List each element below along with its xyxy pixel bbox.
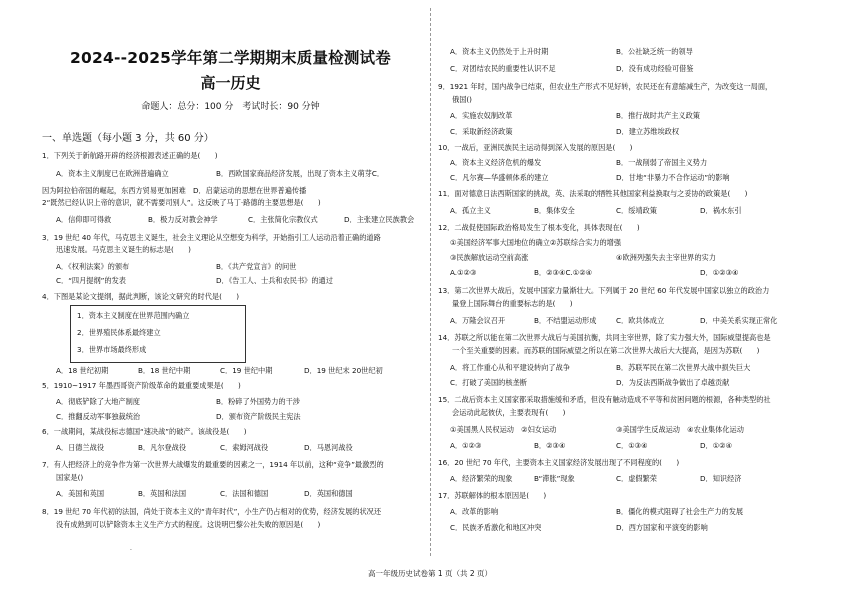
question-6-option-b: B．凡尔登战役 xyxy=(138,443,187,452)
question-16-option-c: C．虚假繁荣 xyxy=(616,474,657,483)
question-4-option-c: C．19 世纪中期 xyxy=(220,366,273,375)
question-6-option-a: A．日德兰战役 xyxy=(56,443,105,452)
question-12-option-bc: B．②③④C.①②④ xyxy=(534,268,593,277)
question-3: 3．19 世纪 40 年代，马克思主义诞生，社会主义理论从空想变为科学，开始指引工人运动沿着正确的道路 xyxy=(42,233,381,242)
question-7-option-c: C．法国和德国 xyxy=(220,489,269,498)
question-4: 4．下图是某论文提纲，据此判断，该论文研究的时代是( ) xyxy=(42,292,240,301)
question-8-option-a: A．资本主义仍然处于上升时期 xyxy=(450,47,549,56)
question-9-option-a: A．实施农奴制改革 xyxy=(450,111,513,120)
stray-mark: . xyxy=(130,545,132,552)
question-16-option-b: B“滞胀”现象 xyxy=(534,474,575,483)
question-13-option-d: D．中美关系实现正常化 xyxy=(700,316,778,325)
question-15-cont: 会运动此起彼伏，主要表现有( ) xyxy=(452,408,566,417)
question-14: 14．苏联之所以能在第二次世界大战后与美国抗衡，共同主宰世界，除了实力强大外，国际威望提高也是 xyxy=(438,333,771,342)
question-1-option-cd: 因为阿拉伯帝国的崛起，东西方贸易更加困难 D．启蒙运动的思想在世界普遍传播 xyxy=(42,186,307,195)
question-15: 15．二战后资本主义国家都采取措施缓和矛盾，但没有触动造成不平等和贫困问题的根源，各种类型的社 xyxy=(438,395,771,404)
question-10-option-d: D．甘地“非暴力不合作运动”的影响 xyxy=(616,173,730,182)
question-10-option-b: B．一战削弱了帝国主义势力 xyxy=(616,158,708,167)
question-10: 10．一战后，亚洲民族民主运动得到深入发展的原因是( ) xyxy=(438,143,633,152)
question-17-option-c: C．民族矛盾激化和地区冲突 xyxy=(450,523,542,532)
question-1: 1．下列关于新航路开辟的经济根源表述正确的是( ) xyxy=(42,151,218,160)
question-13-option-b: B．不结盟运动形成 xyxy=(534,316,597,325)
question-3-cont: 迅速发展。马克思主义诞生的标志是( ) xyxy=(56,245,191,254)
question-14-option-a: A．将工作重心从和平建设转向了战争 xyxy=(450,363,570,372)
question-6: 6．一战期间，某战役标志德国“速决战”的破产。该战役是( ) xyxy=(42,427,247,436)
question-2-option-b: B．极力反对教会神学 xyxy=(148,215,218,224)
exam-subject: 高一历史 xyxy=(200,74,261,92)
question-13-option-c: C．欧共体成立 xyxy=(616,316,665,325)
question-7-option-a: A．美国和英国 xyxy=(56,489,105,498)
question-11-option-b: B．集体安全 xyxy=(534,206,575,215)
question-9: 9．1921 年时，国内战争已结束，但农业生产形式不见好转，农民还在有意缩减生产，为改变这一局面， xyxy=(438,82,773,91)
question-12-statement-1: ①美国经济军事大国地位的确立②苏联综合实力的增强 xyxy=(450,238,622,247)
section-title: 一、单选题（每小题 3 分，共 60 分） xyxy=(42,133,214,144)
question-4-option-a: A．18 世纪初期 xyxy=(56,366,109,375)
question-1-option-a: A．资本主义制度已在欧洲普遍确立 xyxy=(56,169,169,178)
question-14-option-c: C．打破了美国的核垄断 xyxy=(450,378,527,387)
question-16-option-a: A．经济繁荣的现象 xyxy=(450,474,513,483)
question-10-option-a: A．资本主义经济危机的爆发 xyxy=(450,158,542,167)
question-8-cont: 没有成熟到可以铲除资本主义生产方式的程度。这说明巴黎公社失败的原因是( ) xyxy=(56,520,321,529)
question-11-option-d: D．祸水东引 xyxy=(700,206,742,215)
question-6-option-c: C．索姆河战役 xyxy=(220,443,269,452)
question-8-option-b: B．公社缺乏统一的领导 xyxy=(616,47,693,56)
outline-box xyxy=(70,305,246,363)
page-footer: 高一年级历史试卷第 1 页（共 2 页） xyxy=(367,569,493,578)
question-15-statement-3-4: ③美国学生反战运动 ④农业集体化运动 xyxy=(616,425,744,434)
question-12-statement-3: ③民族解放运动空前高涨 xyxy=(450,253,529,262)
question-15-option-c: C．①③④ xyxy=(616,441,648,450)
question-17-option-d: D．西方国家和平演变的影响 xyxy=(616,523,708,532)
question-14-cont: 一个至关重要的因素。而苏联的国际威望之所以在第二次世界大战后大大提高，是因为苏联( ) xyxy=(452,346,760,355)
question-5-option-a: A．彻底铲除了大地产制度 xyxy=(56,397,140,406)
exam-title: 2024--2025学年第二学期期末质量检测试卷 xyxy=(70,49,391,67)
question-17: 17．苏联解体的根本原因是( ) xyxy=(438,491,547,500)
question-2: 2“既然已经认识上帝的意识，就不需要司别人”。这反映了马丁·路德的主要思想是( ) xyxy=(42,198,321,207)
question-17-option-a: A．改革的影响 xyxy=(450,507,499,516)
question-5-option-c: C．推翻反动军事独裁统治 xyxy=(56,412,141,421)
column-divider xyxy=(430,8,431,556)
question-12-option-a: A.①②③ xyxy=(450,268,477,277)
question-9-option-d: D．建立苏维埃政权 xyxy=(616,127,680,136)
question-15-option-d: D．①②④ xyxy=(700,441,733,450)
question-4-option-d: D．19 世纪末 20世纪初 xyxy=(304,366,383,375)
question-15-option-b: B．②③④ xyxy=(534,441,566,450)
question-2-option-d: D．主张建立民族教会 xyxy=(344,215,415,224)
question-9-option-c: C．采取新经济政策 xyxy=(450,127,513,136)
question-7-cont: 国家是() xyxy=(56,473,84,482)
question-9-cont: 俄国() xyxy=(452,95,472,104)
question-11-option-c: C．绥靖政策 xyxy=(616,206,657,215)
question-5: 5．1910~1917 年墨西哥资产阶级革命的最重要成果是( ) xyxy=(42,381,241,390)
question-6-option-d: D．马恩河战役 xyxy=(304,443,353,452)
outline-item-2: 2．世界殖民体系最终建立 xyxy=(77,328,161,337)
question-11-option-a: A．孤立主义 xyxy=(450,206,491,215)
question-2-option-a: A．信仰即可得救 xyxy=(56,215,112,224)
exam-info: 命题人：总分：100 分 考试时长：90 分钟 xyxy=(141,102,320,112)
question-3-option-d: D．《告工人、士兵和农民书》的通过 xyxy=(216,276,333,285)
question-15-statement-1-2: ①美国黑人民权运动 ②妇女运动 xyxy=(450,425,557,434)
question-15-option-a: A．①②③ xyxy=(450,441,482,450)
question-7-option-b: B．英国和法国 xyxy=(138,489,187,498)
question-7-option-d: D．英国和德国 xyxy=(304,489,353,498)
question-2-option-c: C．主张简化宗教仪式 xyxy=(248,215,318,224)
question-9-option-b: B．推行战时共产主义政策 xyxy=(616,111,700,120)
question-8: 8．19 世纪 70 年代初的法国，尚处于资本主义的“青年时代”，小生产仍占相对的优势，经济发展的状况还 xyxy=(42,507,382,516)
question-14-option-b: B．苏联军民在第二次世界大战中损失巨大 xyxy=(616,363,751,372)
question-3-option-b: B．《共产党宣言》的问世 xyxy=(216,262,297,271)
question-12-statement-4: ④欧洲列强失去主宰世界的实力 xyxy=(616,253,716,262)
question-13-cont: 量登上国际舞台的重要标志的是( ) xyxy=(452,299,573,308)
question-16-option-d: D．知识经济 xyxy=(700,474,742,483)
question-13: 13．第二次世界大战后，发展中国家力量渐壮大。下列属于 20 世纪 60 年代发展中国家以独立的政治力 xyxy=(438,286,770,295)
question-10-option-c: C．凡尔赛—华盛顿体系的建立 xyxy=(450,173,549,182)
outline-item-3: 3．世界市场最终形成 xyxy=(77,345,147,354)
question-5-option-b: B．粉碎了外国势力的干涉 xyxy=(216,397,300,406)
outline-item-1: 1．资本主义制度在世界范围内确立 xyxy=(77,311,190,320)
question-16: 16．20 世纪 70 年代，主要资本主义国家经济发展出现了不同程度的( ) xyxy=(438,458,680,467)
question-7: 7．有人把经济上的竞争作为第一次世界大战爆发的最重要的因素之一，1914 年以前，这种“竞争”最激烈的 xyxy=(42,460,384,469)
question-5-option-d: D．颁布资产阶级民主宪法 xyxy=(216,412,301,421)
question-4-option-b: B．18 世纪中期 xyxy=(138,366,191,375)
question-17-option-b: B．僵化的模式阻碍了社会生产力的发展 xyxy=(616,507,744,516)
question-1-option-b: B．西欧国家商品经济发展，出现了资本主义萌芽C． xyxy=(216,169,385,178)
question-13-option-a: A．万隆会议召开 xyxy=(450,316,506,325)
question-11: 11．面对德意日法西斯国家的挑战，英、法采取的牺牲其他国家利益换取与之妥协的政策是( ) xyxy=(438,189,748,198)
question-12: 12．二战促使国际政治格局发生了根本变化，具体表现在( ) xyxy=(438,223,640,232)
question-3-option-a: A．《权利法案》的颁布 xyxy=(56,262,130,271)
question-8-option-d: D．没有成功经验可借鉴 xyxy=(616,64,694,73)
question-8-option-c: C．对团结农民的重要性认识不足 xyxy=(450,64,556,73)
question-14-option-d: D．为反法西斯战争做出了卓越贡献 xyxy=(616,378,730,387)
question-3-option-c: C．“四月提纲”的发表 xyxy=(56,276,126,285)
question-12-option-d: D．①②③④ xyxy=(700,268,739,277)
